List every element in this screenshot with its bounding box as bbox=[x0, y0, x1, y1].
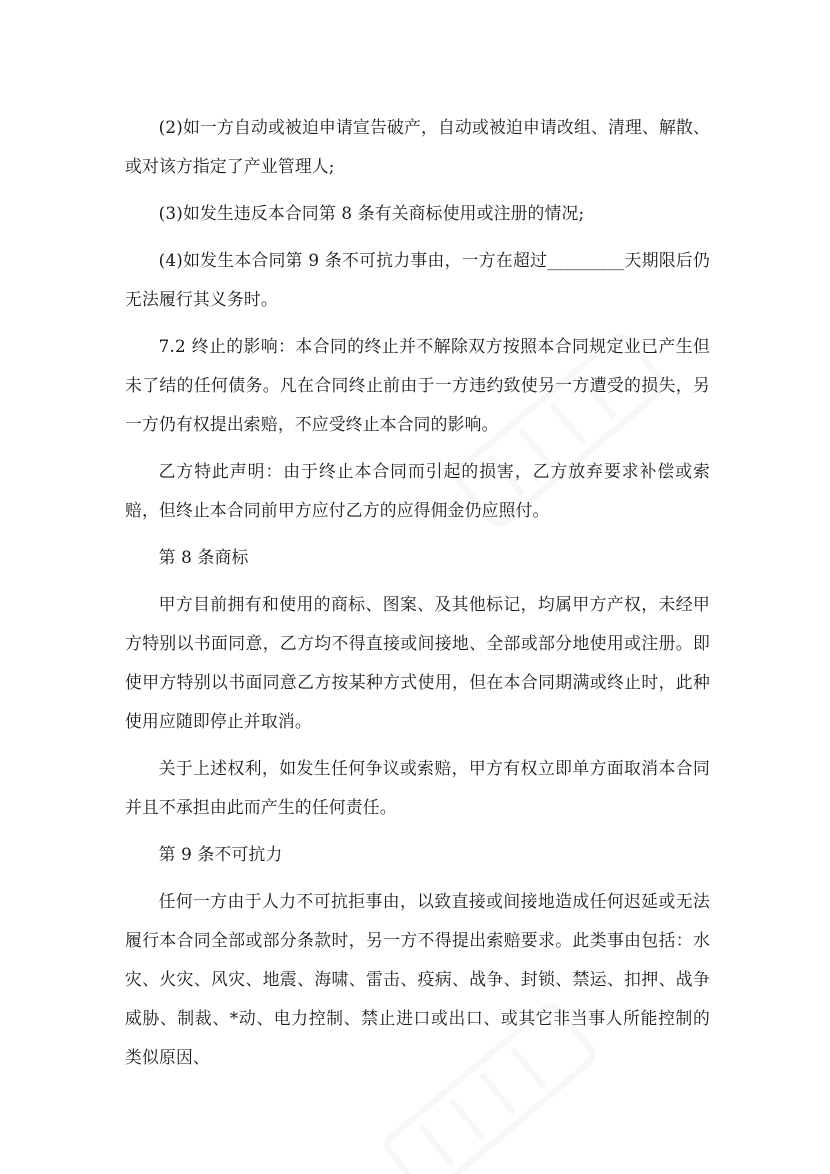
article-8-trademark-rights: 甲方目前拥有和使用的商标、图案、及其他标记，均属甲方产权，未经甲方特别以书面同意，乙方均不得直接或间接地、全部或部分地使用或注册。即使甲方特别以书面同意乙方按某种方式使用，但在本合同期满或终止时，此种使用应随即停止并取消。 bbox=[125, 594, 710, 731]
article-9-force-majeure: 任何一方由于人力不可抗拒事由，以致直接或间接地造成任何迟延或无法履行本合同全部或部分条款时，另一方不得提出索赔要求。此类事由包括：水灾、火灾、风灾、地震、海啸、雷击、疫病、战争、封锁、禁运、扣押、战争威胁、制裁、*动、电力控制、禁止进口或出口、或其它非当事人所能控制的类似原因、 bbox=[125, 891, 710, 1067]
party-b-declaration: 乙方特此声明：由于终止本合同而引起的损害，乙方放弃要求补偿或索赔，但终止本合同前甲方应付乙方的应得佣金仍应照付。 bbox=[125, 461, 710, 520]
document-body bbox=[125, 108, 710, 1085]
article-8-disputes: 关于上述权利，如发生任何争议或索赔，甲方有权立即单方面取消本合同并且不承担由此而产生的任何责任。 bbox=[125, 758, 710, 817]
clause-7-1-4: (4)如发生本合同第 9 条不可抗力事由，一方在超过_________天期限后仍无法履行其义务时。 bbox=[125, 250, 710, 309]
article-9-heading: 第 9 条不可抗力 bbox=[158, 844, 283, 864]
article-8-heading: 第 8 条商标 bbox=[158, 547, 249, 567]
clause-7-1-2: (2)如一方自动或被迫申请宣告破产，自动或被迫申请改组、清理、解散、或对该方指定了产业管理人; bbox=[125, 117, 710, 176]
clause-7-1-3: (3)如发生违反本合同第 8 条有关商标使用或注册的情况; bbox=[158, 203, 585, 223]
clause-7-2: 7.2 终止的影响：本合同的终止并不解除双方按照本合同规定业已产生但未了结的任何债务。凡在合同终止前由于一方违约致使另一方遭受的损失，另一方仍有权提出索赔，不应受终止本合同的影响。 bbox=[125, 336, 710, 434]
